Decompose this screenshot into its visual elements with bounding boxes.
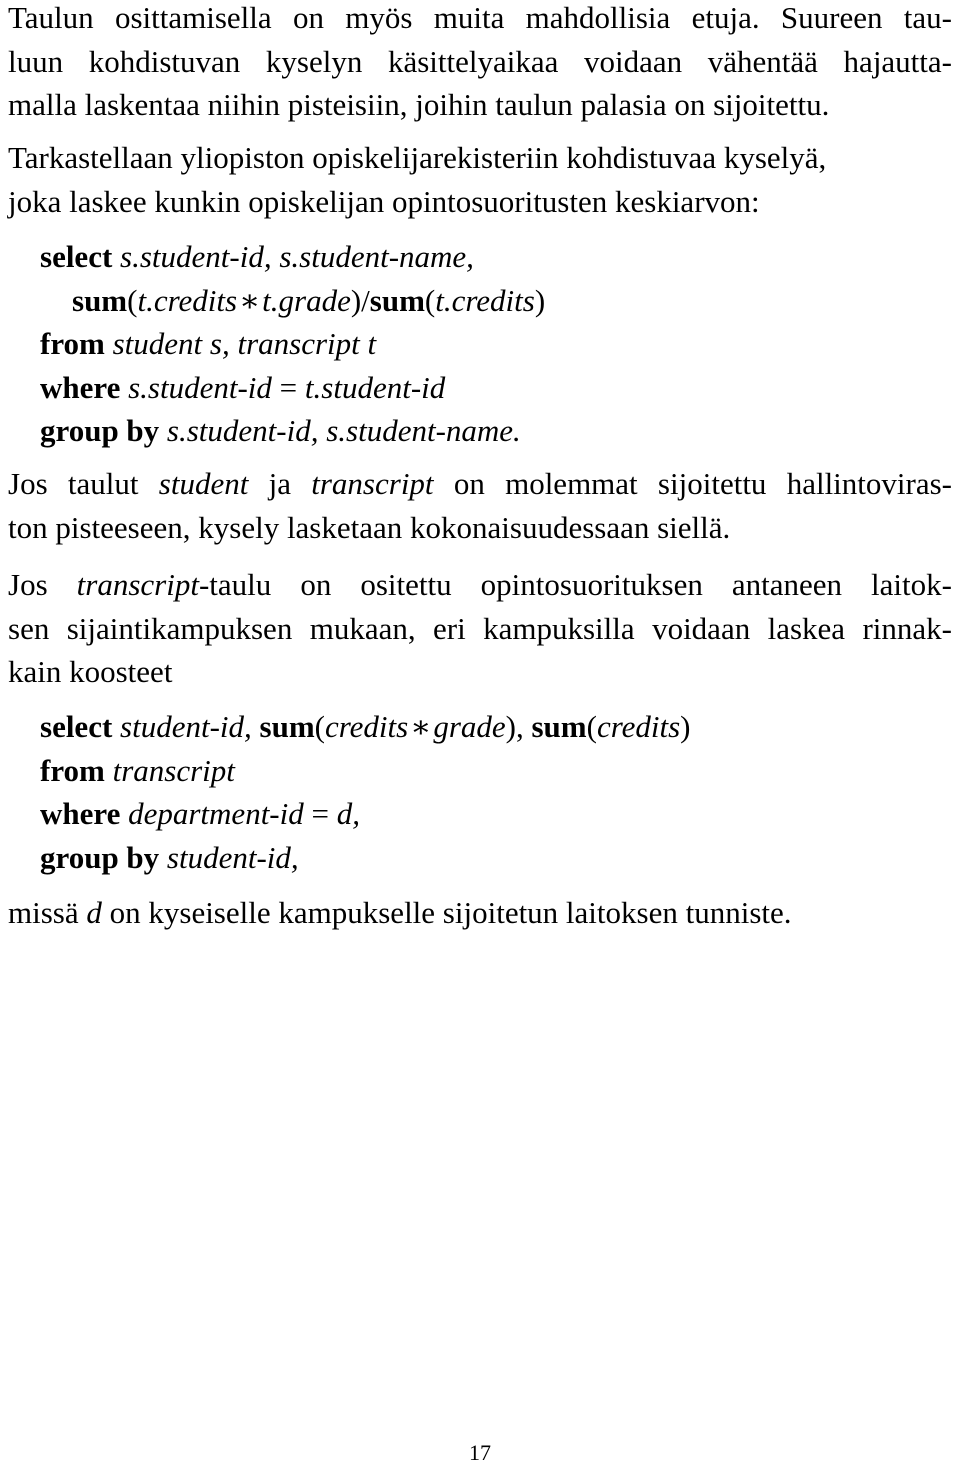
paragraph-where-d xyxy=(8,891,952,935)
text-line xyxy=(8,462,952,506)
text-line: Tarkastellaan yliopiston opiskelijarekisteriin kohdistuvaa kyselyä, xyxy=(8,140,827,175)
query-from-line xyxy=(40,322,545,366)
query-where-line xyxy=(40,792,691,836)
from-tables: student s, transcript t xyxy=(112,326,377,361)
text-run: on molemmat sijoitettu hallintoviras- xyxy=(433,466,952,501)
paren: ), xyxy=(505,709,524,744)
query-from-line xyxy=(40,749,691,793)
select-fields: s.student-id, s.student-name, xyxy=(120,239,474,274)
text-run: Jos taulut xyxy=(8,466,159,501)
expr-credits: credits xyxy=(325,709,409,744)
equals-operator: = xyxy=(311,796,329,831)
sql-query-average xyxy=(40,235,545,453)
page-number: 17 xyxy=(469,1440,491,1465)
text-run-italic: transcript xyxy=(76,567,199,602)
where-left: department-id xyxy=(128,796,304,831)
text-run: -taulu on ositettu opintosuorituksen antaneen laitok- xyxy=(198,567,952,602)
paragraph-partitioned-transcript xyxy=(8,563,952,694)
query-group-line xyxy=(40,409,545,453)
text-run: missä xyxy=(8,895,87,930)
text-line: luun kohdistuvan kyselyn käsittelyaikaa voidaan vähentää hajautta- xyxy=(8,43,952,79)
text-run-italic: d xyxy=(86,895,102,930)
paragraph-query-intro xyxy=(8,136,952,223)
query-aggregate-line xyxy=(40,279,545,323)
text-line: joka laskee kunkin opiskelijan opintosuoritusten keskiarvon: xyxy=(8,183,760,219)
paren: ( xyxy=(586,709,597,744)
text-line: Taulun osittamisella on myös muita mahdollisia etuja. Suureen tau- xyxy=(8,0,952,35)
keyword-where: where xyxy=(40,796,121,831)
keyword-sum: sum xyxy=(72,282,128,318)
sql-query-per-campus xyxy=(40,705,691,879)
keyword-group-by: group by xyxy=(40,839,160,875)
paren: ( xyxy=(127,282,138,318)
query-select-line xyxy=(40,235,545,279)
expr-credits: t.credits xyxy=(137,282,238,318)
query-select-line xyxy=(40,705,691,749)
times-operator: ∗ xyxy=(410,709,432,744)
divide-operator: / xyxy=(361,282,370,318)
expr-credits: credits xyxy=(596,709,681,744)
text-line xyxy=(8,891,952,935)
expr-grade: grade xyxy=(433,709,506,744)
paren: ( xyxy=(314,709,325,744)
keyword-select: select xyxy=(40,239,113,274)
text-run: Jos xyxy=(8,567,77,602)
keyword-sum: sum xyxy=(531,709,587,744)
paren: ) xyxy=(350,282,362,318)
text-line: kain koosteet xyxy=(8,654,173,689)
text-run-italic: student xyxy=(158,466,249,501)
equals-operator: = xyxy=(279,369,298,405)
text-line: malla laskentaa niihin pisteisiin, joihin taulun palasia on sijoitettu. xyxy=(8,87,830,122)
text-line xyxy=(8,563,952,607)
text-line: ton pisteeseen, kysely lasketaan kokonaisuudessaan siellä. xyxy=(8,509,731,545)
text-line: sen sijaintikampuksen mukaan, eri kampuksilla voidaan laskea rinnak- xyxy=(8,610,952,646)
keyword-sum: sum xyxy=(369,282,425,318)
keyword-from: from xyxy=(40,752,105,788)
expr-grade: t.grade xyxy=(262,282,351,318)
text-run: ja xyxy=(248,466,312,501)
paren: ) xyxy=(534,282,546,318)
group-fields: s.student-id, s.student-name. xyxy=(166,413,521,448)
expr-credits: t.credits xyxy=(435,282,535,318)
query-where-line xyxy=(40,366,545,410)
paren: ) xyxy=(680,709,691,744)
where-right: t.student-id xyxy=(304,369,446,405)
where-left: s.student-id xyxy=(128,369,272,405)
text-run-italic: transcript xyxy=(311,466,434,501)
group-field: student-id, xyxy=(166,839,299,875)
keyword-where: where xyxy=(40,369,121,405)
keyword-select: select xyxy=(40,709,113,744)
select-field: student-id, xyxy=(120,709,252,744)
keyword-sum: sum xyxy=(259,709,315,744)
keyword-group-by: group by xyxy=(40,413,160,448)
where-right: d, xyxy=(336,796,360,831)
keyword-from: from xyxy=(40,326,105,361)
from-table: transcript xyxy=(112,752,235,788)
times-operator: ∗ xyxy=(239,282,261,318)
paren: ( xyxy=(424,282,436,318)
paragraph-same-site xyxy=(8,462,952,549)
paragraph-partitioning-benefits xyxy=(8,0,952,127)
query-group-line xyxy=(40,836,691,880)
text-run: on kyseiselle kampukselle sijoitetun laitoksen tunniste. xyxy=(101,895,792,930)
